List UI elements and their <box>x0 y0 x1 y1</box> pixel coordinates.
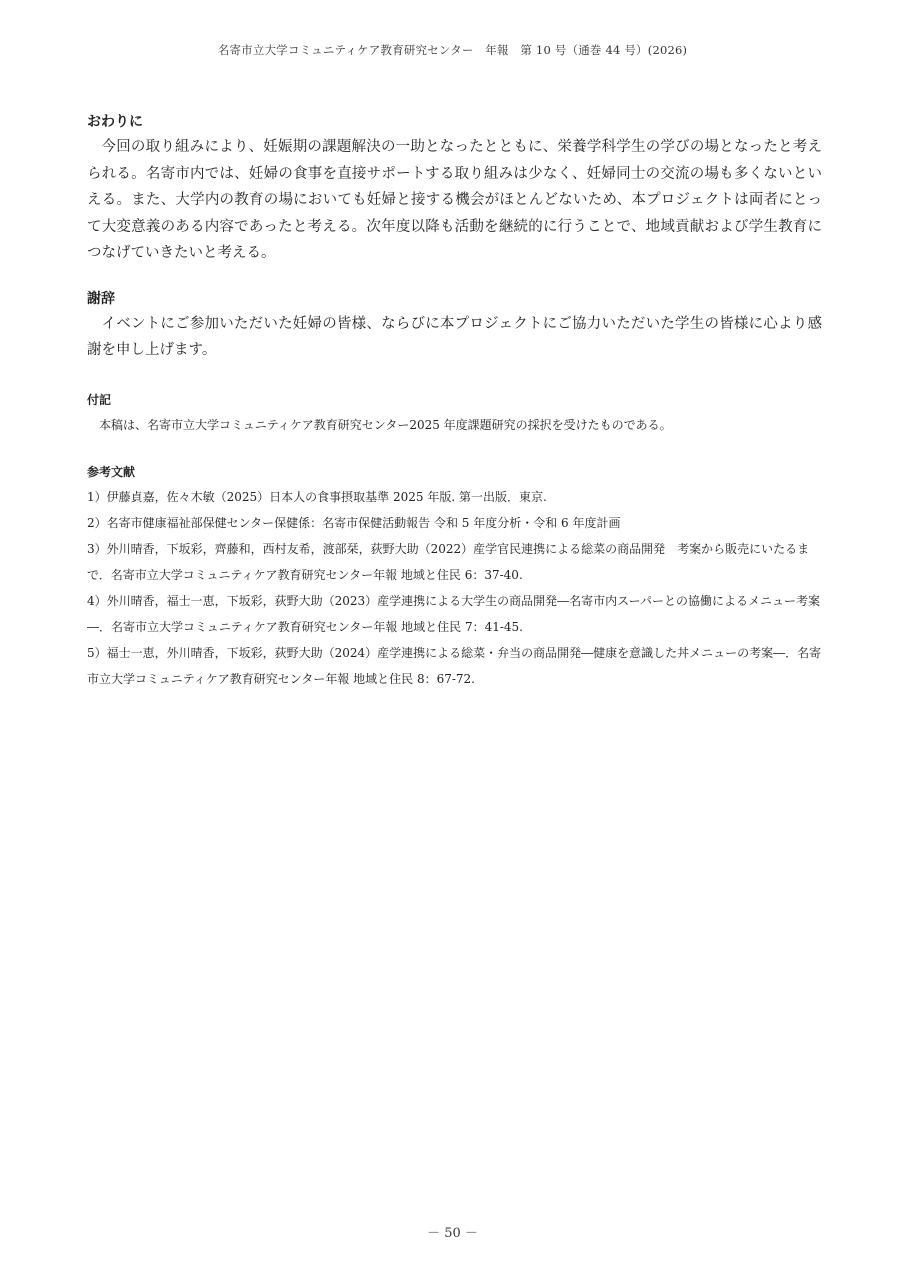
conclusion-paragraph: 今回の取り組みにより、妊娠期の課題解決の一助となったとともに、栄養学科学生の学びの場となったと考えられる。名寄市内では、妊婦の食事を直接サポートする取り組みは少なく、妊婦同士の交流の場も多くないといえる。また、大学内の教育の場においても妊婦と接する機会がほとんどないため、本プロジェクトは両者にとって大変意義のある内容であったと考える。次年度以降も活動を継続的に行うことで、地域貢献および学生教育につなげていきたいと考える。 <box>87 139 822 261</box>
references-section <box>87 462 822 692</box>
reference-list <box>87 484 822 692</box>
running-header: 名寄市立大学コミュニティケア教育研究センター 年報 第 10 号（通巻 44 号）(2026) <box>217 43 688 57</box>
page-content <box>87 110 822 692</box>
note-paragraph: 本稿は、名寄市立大学コミュニティケア教育研究センター2025 年度課題研究の採択を受けたものである。 <box>99 417 672 432</box>
acknowledgment-heading: 謝辞 <box>87 290 115 307</box>
acknowledgment-section <box>87 287 822 364</box>
conclusion-section <box>87 110 822 267</box>
note-section <box>87 390 822 436</box>
reference-item: 5）福士一恵，外川晴香，下坂彩，荻野大助（2024）産学連携による総菜・弁当の商品開発―健康を意識した丼メニューの考案―．名寄市立大学コミュニティケア教育研究センター年報 地域と住民 8：67-72. <box>87 645 822 686</box>
reference-item: 1）伊藤貞嘉，佐々木敏（2025）日本人の食事摂取基準 2025 年版. 第一出版．東京. <box>87 489 547 504</box>
page-number: － 50 － <box>427 1226 478 1241</box>
acknowledgment-paragraph: イベントにご参加いただいた妊婦の皆様、ならびに本プロジェクトにご協力いただいた学生の皆様に心より感謝を申し上げます。 <box>87 315 822 358</box>
references-heading: 参考文献 <box>87 464 136 479</box>
note-heading: 付記 <box>87 392 112 407</box>
reference-item: 2）名寄市健康福祉部保健センター保健係：名寄市保健活動報告 令和 5 年度分析・令和 6 年度計画 <box>87 515 621 530</box>
conclusion-heading: おわりに <box>87 114 143 130</box>
reference-item: 4）外川晴香，福士一恵，下坂彩，荻野大助（2023）産学連携による大学生の商品開発―名寄市内スーパーとの協働によるメニュー考案―．名寄市立大学コミュニティケア教育研究センター年報 地域と住民 7：41-45. <box>87 593 820 634</box>
reference-item: 3）外川晴香，下坂彩，齊藤和，西村友希，渡部栞，荻野大助（2022）産学官民連携による総菜の商品開発 考案から販売にいたるまで．名寄市立大学コミュニティケア教育研究センター年報 地域と住民 6：37-40. <box>87 541 810 582</box>
